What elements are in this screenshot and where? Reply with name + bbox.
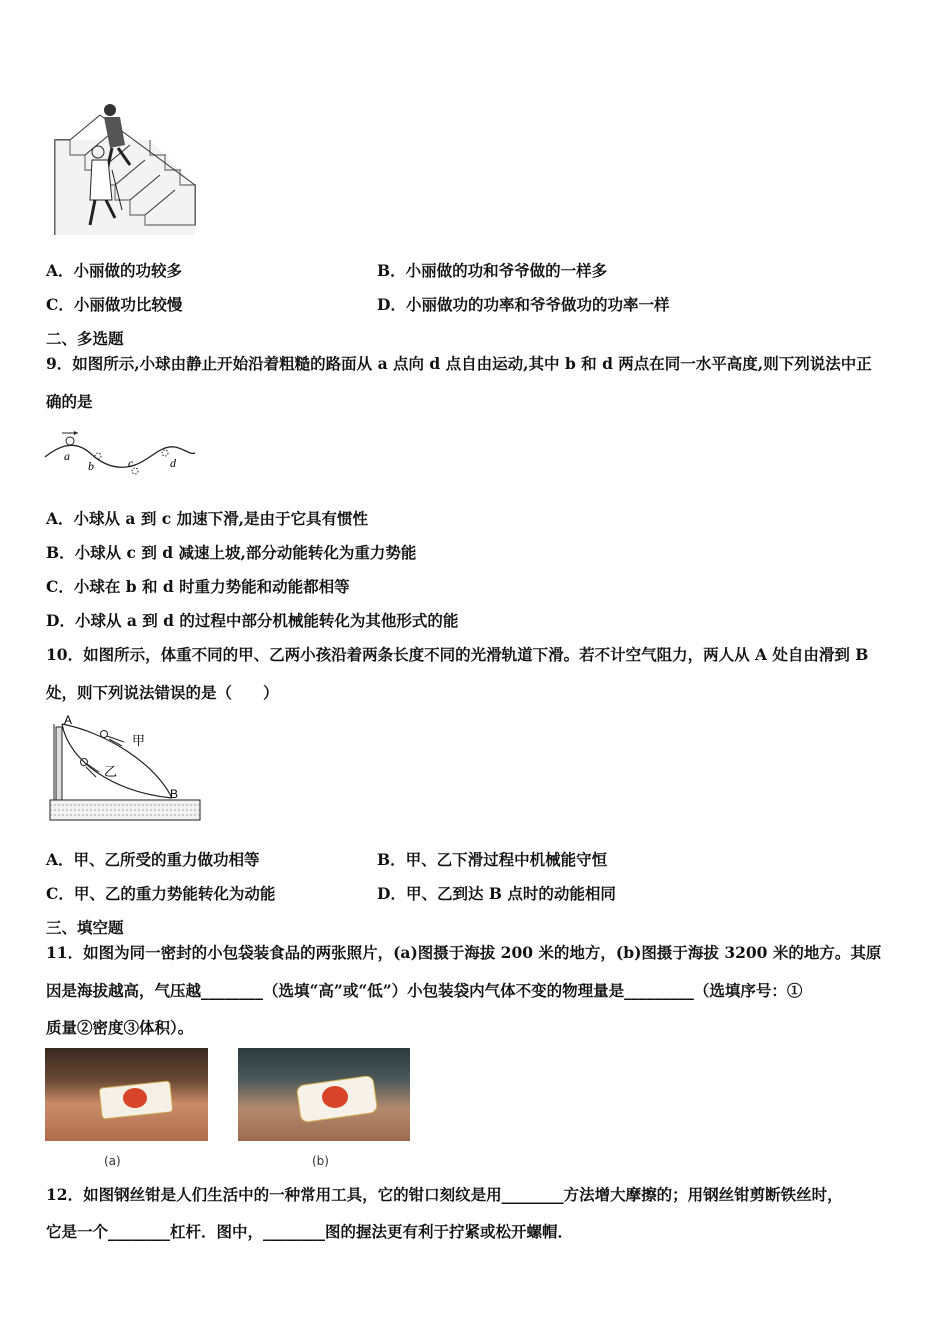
q9-option-d: D．小球从 a 到 d 的过程中部分机械能转化为其他形式的能 [46, 611, 459, 630]
q9-option-a: A．小球从 a 到 c 加速下滑,是由于它具有惯性 [46, 509, 368, 528]
photo-b [238, 1048, 410, 1141]
label-B: B [170, 787, 179, 801]
q11-line1: 11．如图为同一密封的小包袋装食品的两张照片，(a)图摄于海拔 200 米的地方，(b)图摄于海拔 3200 米的地方。其原 [46, 943, 882, 962]
q9-stem-line1: 9．如图所示,小球由静止开始沿着粗糙的路面从 a 点向 d 点自由运动,其中 b 和 d 两点在同一水平高度,则下列说法中正 [46, 354, 872, 373]
q10-option-c: C．甲、乙的重力势能转化为动能 [46, 884, 276, 903]
label-c: c [128, 456, 134, 470]
q9-stem-line2: 确的是 [46, 392, 93, 411]
q10-option-d: D．甲、乙到达 B 点时的动能相同 [377, 884, 616, 903]
q11-line2: 因是海拔越高，气压越________（选填“高”或“低”）小包装袋内气体不变的物理量是_________（选填序号：① [46, 981, 803, 1000]
q9-option-c: C．小球在 b 和 d 时重力势能和动能都相等 [46, 577, 350, 596]
q8-option-a: A．小丽做的功较多 [46, 261, 183, 280]
label-a: a [64, 449, 70, 463]
staircase-figure [40, 100, 205, 240]
q8-option-b: B．小丽做的功和爷爷做的一样多 [377, 261, 608, 280]
q11-line3: 质量②密度③体积）。 [46, 1018, 194, 1037]
q9-option-b: B．小球从 c 到 d 减速上坡,部分动能转化为重力势能 [46, 543, 417, 562]
label-jia: 甲 [132, 734, 146, 749]
section-title-multiple-choice: 二、多选题 [46, 329, 124, 348]
q10-stem-line2: 处，则下列说法错误的是（ ） [46, 683, 279, 702]
q10-option-a: A．甲、乙所受的重力做功相等 [46, 850, 260, 869]
q10-option-b: B．甲、乙下滑过程中机械能守恒 [377, 850, 608, 869]
caption-a: (a) [104, 1154, 121, 1168]
q10-stem-line1: 10．如图所示，体重不同的甲、乙两小孩沿着两条长度不同的光滑轨道下滑。若不计空气阻力，两人从 A 处自由滑到 B [46, 645, 869, 664]
q12-line1: 12．如图钢丝钳是人们生活中的一种常用工具，它的钳口刻纹是用________方法增大摩擦的；用钢丝钳剪断铁丝时， [46, 1185, 843, 1204]
label-b: b [88, 459, 94, 473]
q12-line2: 它是一个________杠杆．图中，________图的握法更有利于拧紧或松开螺帽． [46, 1222, 574, 1241]
label-A: A [64, 713, 73, 727]
slides-figure [44, 712, 209, 827]
q8-option-d: D．小丽做功的功率和爷爷做功的功率一样 [377, 295, 670, 314]
photo-a [45, 1048, 208, 1141]
q8-option-c: C．小丽做功比较慢 [46, 295, 183, 314]
label-d: d [170, 456, 176, 470]
label-yi: 乙 [104, 765, 118, 780]
caption-b: (b) [312, 1154, 329, 1168]
wavy-track-figure [40, 425, 200, 485]
section-title-fill-in: 三、填空题 [46, 918, 124, 937]
